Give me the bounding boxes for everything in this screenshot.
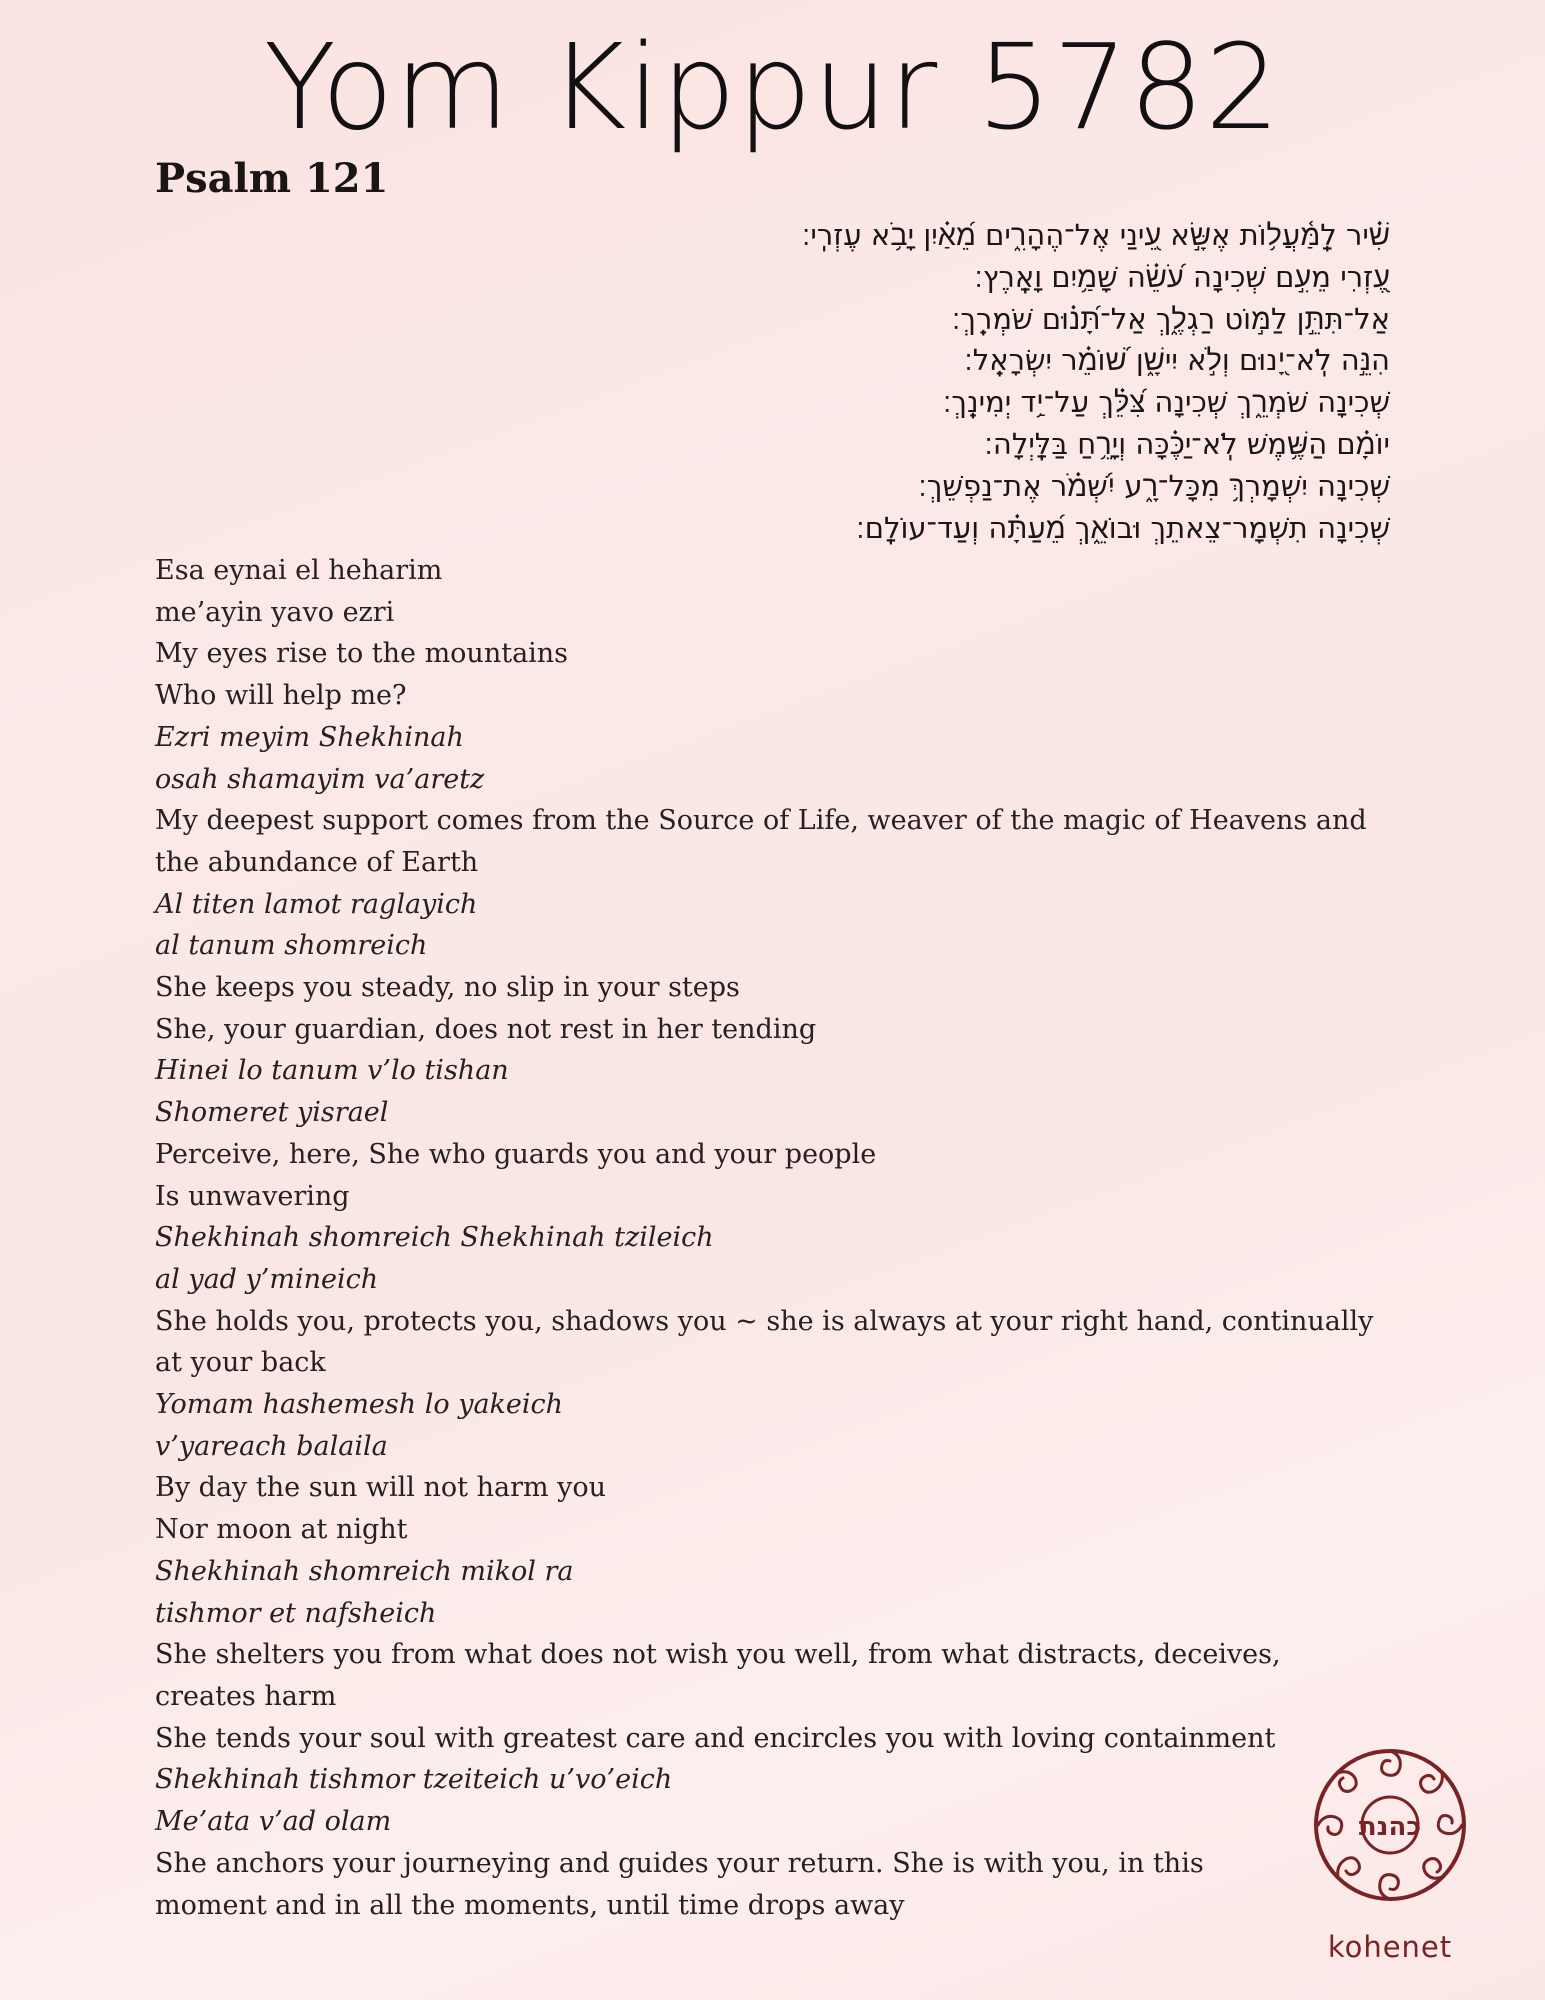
hebrew-line: שְׁכִינָה תִשְׁמָר־צֵאתֵךְ וּבוֹאֵ֑ךְ מֵ֝עַתָּ֗ה וְעַד־עוֹלָֽם׃ [856,510,1390,545]
transliteration-line: Me’ata v’ad olam [155,1806,392,1838]
transliteration-line: Yomam hashemesh lo yakeich [155,1389,564,1421]
transliteration-translation-text [155,550,1395,1926]
translation-line: My eyes rise to the mountains [155,638,569,670]
translation-line: She holds you, protects you, shadows you ~ she is always at your right hand, continually [155,1305,1374,1337]
transliteration-line: Shekhinah tishmor tzeiteich u’vo’eich [155,1764,673,1796]
transliteration-line: v’yareach balaila [155,1430,388,1462]
hebrew-line: הִנֵּ֣ה לֹֽא־יָ֭נוּם וְלֹ֣א יִישָׁ֑ן שׁ֝וֹמֵ֗ר יִשְׂרָאֵֽל׃ [964,343,1390,378]
translation-line: My deepest support comes from the Source of Life, weaver of the magic of Heavens and [155,805,1367,837]
transliteration-line: tishmor et nafsheich [155,1597,437,1629]
translation-line: By day the sun will not harm you [155,1472,607,1504]
translation-line: She shelters you from what does not wish you well, from what distracts, deceives, [155,1639,1281,1671]
logo-wordmark: kohenet [1327,1930,1453,1964]
hebrew-line: אַל־תִּתֵּ֣ן לַמּ֣וֹט רַגְלֶ֑ךְ אַל־תָּ֝נ֗וּם שֹׁמְרֵֽךְ׃ [951,301,1390,336]
translation-line: She keeps you steady, no slip in your steps [155,972,740,1004]
translation-line: the abundance of Earth [155,846,479,878]
translation-line: She tends your soul with greatest care and encircles you with loving containment [155,1722,1276,1754]
transliteration-line: Shekhinah shomreich mikol ra [155,1555,574,1587]
translation-line: Is unwavering [155,1180,350,1212]
translation-line: Perceive, here, She who guards you and your people [155,1138,877,1170]
translation-line: Esa eynai el heharim [155,555,443,586]
transliteration-line: al yad y’mineich [155,1263,379,1295]
translation-line: at your back [155,1347,326,1379]
translation-line: She anchors your journeying and guides your return. She is with you, in this [155,1847,1204,1879]
transliteration-line: Shekhinah shomreich Shekhinah tzileich [155,1222,714,1254]
hebrew-line: יוֹמָ֗ם הַשֶּׁ֥מֶשׁ לֹֽא־יַכֶּ֗כָּה וְיָרֵ֥חַ בַּלָּֽיְלָה׃ [984,426,1390,461]
transliteration-line: al tanum shomreich [155,930,428,962]
transliteration-line: Shomeret yisrael [155,1097,389,1129]
kohenet-logo [1310,1735,1470,1980]
hebrew-line: עֶ֭זְרִי מֵעִ֣ם שְׁכִינָה עֹ֝שֵׂ֗ה שָׁמַ֥יִם וָאָֽרֶץ׃ [974,259,1390,294]
translation-line: She, your guardian, does not rest in her tending [155,1013,817,1045]
translation-line: me’ayin yavo ezri [155,596,395,628]
psalm-heading: Psalm 121 [155,155,389,202]
transliteration-line: osah shamayim va’aretz [155,763,485,795]
page-title: Yom Kippur 5782 [263,18,1282,156]
transliteration-line: Ezri meyim Shekhinah [155,721,464,753]
transliteration-line: Hinei lo tanum v’lo tishan [155,1055,509,1087]
translation-line: Who will help me? [155,680,407,712]
hebrew-line: שִׁ֗יר לַֽמַּ֫עֲל֥וֹת אֶשָּׂ֣א עֵ֭ינַי אֶל־הֶהָרִ֑ים מֵ֝אַ֗יִן יָבֹ֥א עֶזְרִֽי׃ [801,218,1390,252]
spiral-circle-icon [1310,1735,1470,1925]
transliteration-line: Al titen lamot raglayich [155,888,478,920]
translation-line: Nor moon at night [155,1514,408,1546]
translation-line: moment and in all the moments, until time drops away [155,1889,905,1921]
translation-line: creates harm [155,1680,337,1712]
logo-hebrew-mark: כהנת [1358,1812,1422,1842]
hebrew-line: שְׁכִינָה שֹׁמְרֵ֑ךְ שְׁכִינָה צִּ֝לֵּ֗ךְ עַל־יַ֥ד יְמִינֵֽךְ׃ [942,385,1390,420]
hebrew-psalm-text [490,215,1390,549]
hebrew-line: שְׁכִינָה יִשְׁמָרְךְ֥ מִכָּל־רָ֑ע יִ֝שְׁמֹ֗ר אֶת־נַפְשֵׁךְ׃ [918,468,1390,503]
